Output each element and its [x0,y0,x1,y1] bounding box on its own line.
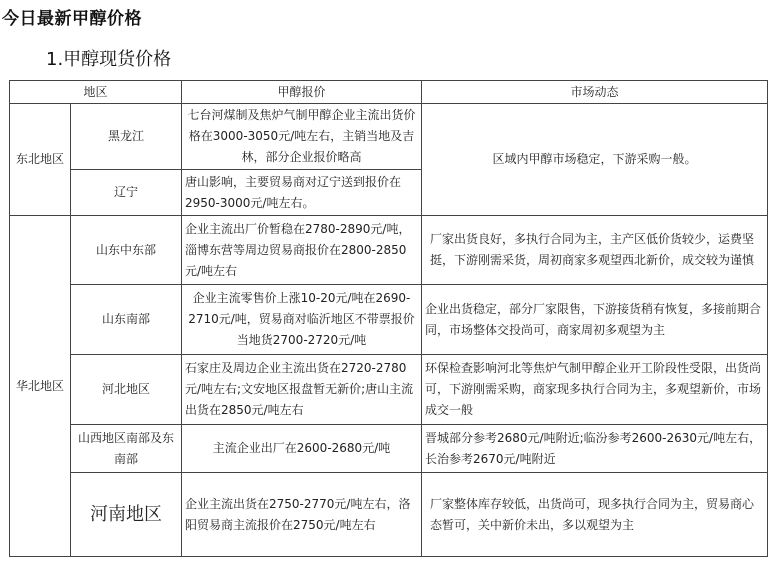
table-row [10,216,768,285]
table-row [10,425,768,473]
dynamics-cell: 厂家整体库存较低，出货尚可，现多执行合同为主，贸易商心态暂可，关中新价未出，多以观望为主 [422,473,768,557]
region-cell: 华北地区 [10,216,71,557]
quote-cell: 企业主流出厂价暂稳在2780-2890元/吨，淄博东营等周边贸易商报价在2800-2850元/吨左右 [182,216,422,285]
table-row [10,285,768,355]
section-title: 1.甲醇现货价格 [46,49,172,70]
dynamics-cell: 企业出货稳定，部分厂家限售，下游接货稍有恢复，多接前期合同，市场整体交投尚可，商家周初多观望为主 [422,285,768,355]
table-row [10,473,768,557]
subregion-cell: 黑龙江 [71,104,182,170]
header-dynamics: 市场动态 [422,81,768,104]
subregion-cell: 山东南部 [71,285,182,355]
header-quote: 甲醇报价 [182,81,422,104]
table-row [10,355,768,425]
table-header-row [10,81,768,104]
price-table [9,80,768,557]
quote-cell: 主流企业出厂在2600-2680元/吨 [182,425,422,473]
quote-cell: 企业主流零售价上涨10-20元/吨在2690-2710元/吨，贸易商对临沂地区不带票报价当地货2700-2720元/吨 [182,285,422,355]
quote-cell: 唐山影响，主要贸易商对辽宁送到报价在2950-3000元/吨左右。 [182,170,422,216]
dynamics-cell: 晋城部分参考2680元/吨附近;临汾参考2600-2630元/吨左右，长治参考2670元/吨附近 [422,425,768,473]
subregion-cell: 河南地区 [71,473,182,557]
page-title: 今日最新甲醇价格 [2,9,142,29]
subregion-cell: 山西地区南部及东南部 [71,425,182,473]
dynamics-cell: 厂家出货良好，多执行合同为主，主产区低价货较少，运费坚挺，下游刚需采货，周初商家多观望西北新价，成交较为谨慎 [422,216,768,285]
dynamics-cell: 环保检查影响河北等焦炉气制甲醇企业开工阶段性受限，出货尚可，下游刚需采购，商家现多执行合同为主，多观望新价，市场成交一般 [422,355,768,425]
table-row [10,104,768,170]
quote-cell: 石家庄及周边企业主流出货在2720-2780元/吨左右;文安地区报盘暂无新价;唐山主流出货在2850元/吨左右 [182,355,422,425]
quote-cell: 七台河煤制及焦炉气制甲醇企业主流出货价格在3000-3050元/吨左右，主销当地及吉林，部分企业报价略高 [182,104,422,170]
header-region: 地区 [10,81,182,104]
region-cell: 东北地区 [10,104,71,216]
dynamics-cell: 区域内甲醇市场稳定，下游采购一般。 [422,104,768,216]
subregion-cell: 河北地区 [71,355,182,425]
subregion-cell: 山东中东部 [71,216,182,285]
subregion-cell: 辽宁 [71,170,182,216]
quote-cell: 企业主流出货在2750-2770元/吨左右，洛阳贸易商主流报价在2750元/吨左右 [182,473,422,557]
